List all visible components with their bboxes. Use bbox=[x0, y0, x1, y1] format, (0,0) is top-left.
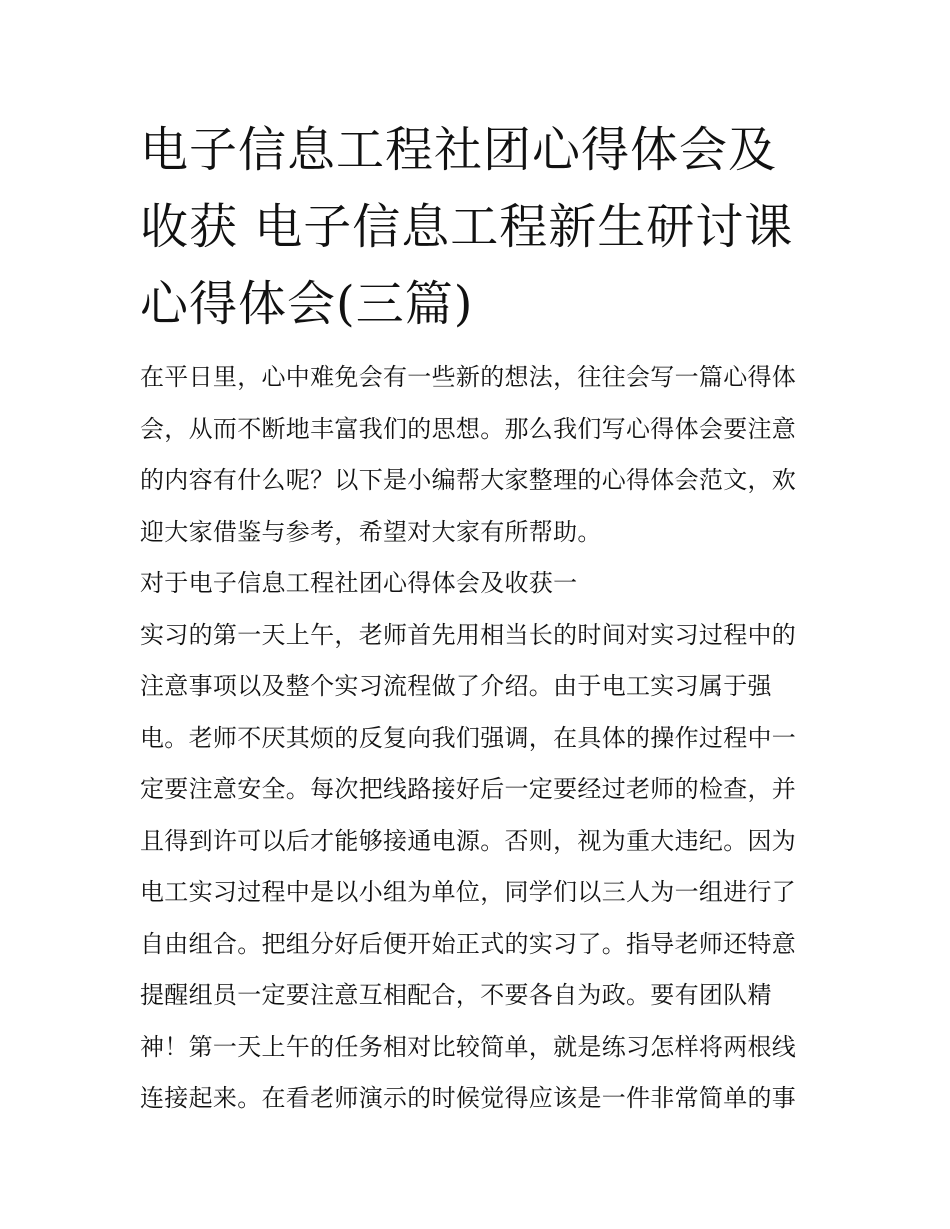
document-title bbox=[140, 112, 820, 343]
section-paragraph-line: 自由组合。把组分好后便开始正式的实习了。指导老师还特意 bbox=[140, 929, 797, 958]
section-paragraph-line: 电工实习过程中是以小组为单位，同学们以三人为一组进行了 bbox=[140, 878, 797, 906]
section-paragraph-line: 神！第一天上午的任务相对比较简单，就是练习怎样将两根线 bbox=[140, 1032, 797, 1061]
section-paragraph-line: 实习的第一天上午，老师首先用相当长的时间对实习过程中的 bbox=[140, 620, 797, 649]
intro-paragraph-line: 在平日里，心中难免会有一些新的想法，往往会写一篇心得体 bbox=[140, 363, 797, 391]
section-paragraph-line: 提醒组员一定要注意互相配合，不要各自为政。要有团队精 bbox=[140, 981, 772, 1009]
intro-paragraph-line: 迎大家借鉴与参考，希望对大家有所帮助。 bbox=[140, 517, 602, 546]
section-paragraph-line: 且得到许可以后才能够接通电源。否则，视为重大违纪。因为 bbox=[140, 826, 797, 855]
document-body bbox=[140, 352, 820, 1125]
title-line: 电子信息工程社团心得体会及 bbox=[140, 122, 778, 178]
section-paragraph-line: 定要注意安全。每次把线路接好后一定要经过老师的检查，并 bbox=[140, 775, 797, 803]
title-line: 收获 电子信息工程新生研讨课 bbox=[140, 199, 794, 255]
intro-paragraph-line: 的内容有什么呢？以下是小编帮大家整理的心得体会范文，欢 bbox=[140, 466, 797, 494]
section-paragraph-line: 注意事项以及整个实习流程做了介绍。由于电工实习属于强 bbox=[140, 672, 772, 700]
title-line: 心得体会(三篇) bbox=[140, 276, 474, 332]
section-heading: 对于电子信息工程社团心得体会及收获一 bbox=[140, 569, 578, 597]
intro-paragraph-line: 会，从而不断地丰富我们的思想。那么我们写心得体会要注意 bbox=[140, 414, 797, 443]
section-paragraph-line: 连接起来。在看老师演示的时候觉得应该是一件非常简单的事 bbox=[140, 1084, 797, 1112]
section-paragraph-line: 电。老师不厌其烦的反复向我们强调，在具体的操作过程中一 bbox=[140, 723, 797, 752]
